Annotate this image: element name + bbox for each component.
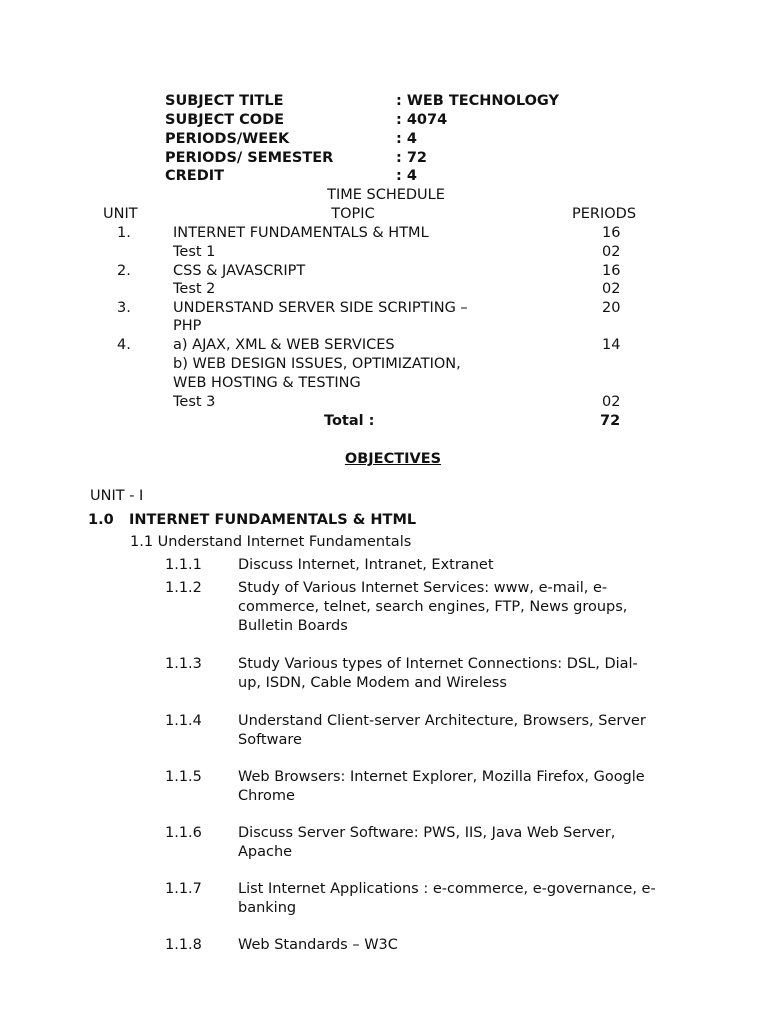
periods-week-value: : 4 [396, 131, 417, 147]
section-number: 1.0 [88, 512, 114, 528]
objective-text: List Internet Applications : e-commerce, e-governance, e- [238, 881, 656, 897]
section-title: INTERNET FUNDAMENTALS & HTML [129, 512, 417, 528]
credit-label: CREDIT [165, 168, 225, 184]
objective-text: up, ISDN, Cable Modem and Wireless [238, 675, 507, 691]
objective-number: 1.1.5 [165, 769, 202, 785]
objective-text: Discuss Server Software: PWS, IIS, Java Web Server, [238, 825, 616, 841]
table-row-unit: 4. [117, 337, 131, 353]
total-value: 72 [600, 413, 621, 429]
objective-number: 1.1.7 [165, 881, 202, 897]
credit-value: : 4 [396, 168, 417, 184]
table-row-topic: WEB HOSTING & TESTING [173, 375, 361, 391]
objective-number: 1.1.1 [165, 557, 202, 573]
objective-number: 1.1.2 [165, 580, 202, 596]
table-row-periods: 02 [602, 394, 621, 410]
objective-text: Software [238, 732, 302, 748]
objective-text: Study of Various Internet Services: www, e-mail, e- [238, 580, 608, 596]
table-row-topic: CSS & JAVASCRIPT [173, 263, 306, 279]
objective-number: 1.1.3 [165, 656, 202, 672]
objective-text: Discuss Internet, Intranet, Extranet [238, 557, 494, 573]
table-row-topic: PHP [173, 318, 202, 334]
table-row-topic: b) WEB DESIGN ISSUES, OPTIMIZATION, [173, 356, 461, 372]
col-unit-header: UNIT [103, 206, 138, 222]
objective-text: Study Various types of Internet Connections: DSL, Dial- [238, 656, 638, 672]
table-row-periods: 14 [602, 337, 621, 353]
table-row-topic: UNDERSTAND SERVER SIDE SCRIPTING – [173, 300, 468, 316]
col-periods-header: PERIODS [572, 206, 637, 222]
objective-text: commerce, telnet, search engines, FTP, News groups, [238, 599, 628, 615]
table-row-topic: Test 2 [173, 281, 216, 297]
unit-label: UNIT - I [90, 488, 144, 504]
col-topic-header: TOPIC [331, 206, 375, 222]
periods-week-label: PERIODS/WEEK [165, 131, 290, 147]
objective-text: Web Standards – W3C [238, 937, 398, 953]
table-row-unit: 2. [117, 263, 131, 279]
objective-text: Chrome [238, 788, 295, 804]
table-row-unit: 3. [117, 300, 131, 316]
objectives-heading: OBJECTIVES [344, 451, 442, 467]
objective-text: Web Browsers: Internet Explorer, Mozilla Firefox, Google [238, 769, 645, 785]
objective-number: 1.1.8 [165, 937, 202, 953]
objective-text: Bulletin Boards [238, 618, 348, 634]
objective-text: Understand Client-server Architecture, Browsers, Server [238, 713, 646, 729]
subject-code-value: : 4074 [396, 112, 448, 128]
subject-title-label: SUBJECT TITLE [165, 93, 284, 109]
total-label: Total : [324, 413, 375, 429]
table-row-periods: 02 [602, 281, 621, 297]
time-schedule-heading: TIME SCHEDULE [327, 187, 445, 203]
table-row-periods: 20 [602, 300, 621, 316]
table-row-topic: INTERNET FUNDAMENTALS & HTML [173, 225, 429, 241]
subject-code-label: SUBJECT CODE [165, 112, 285, 128]
table-row-unit: 1. [117, 225, 131, 241]
objective-number: 1.1.4 [165, 713, 202, 729]
subject-title-value: : WEB TECHNOLOGY [396, 93, 560, 109]
table-row-topic: a) AJAX, XML & WEB SERVICES [173, 337, 395, 353]
table-row-periods: 16 [602, 263, 621, 279]
periods-semester-label: PERIODS/ SEMESTER [165, 150, 334, 166]
subsection-heading: 1.1 Understand Internet Fundamentals [130, 534, 412, 550]
objective-text: banking [238, 900, 297, 916]
table-row-periods: 02 [602, 244, 621, 260]
table-row-topic: Test 3 [173, 394, 216, 410]
periods-semester-value: : 72 [396, 150, 428, 166]
table-row-topic: Test 1 [173, 244, 216, 260]
objective-text: Apache [238, 844, 293, 860]
table-row-periods: 16 [602, 225, 621, 241]
objective-number: 1.1.6 [165, 825, 202, 841]
